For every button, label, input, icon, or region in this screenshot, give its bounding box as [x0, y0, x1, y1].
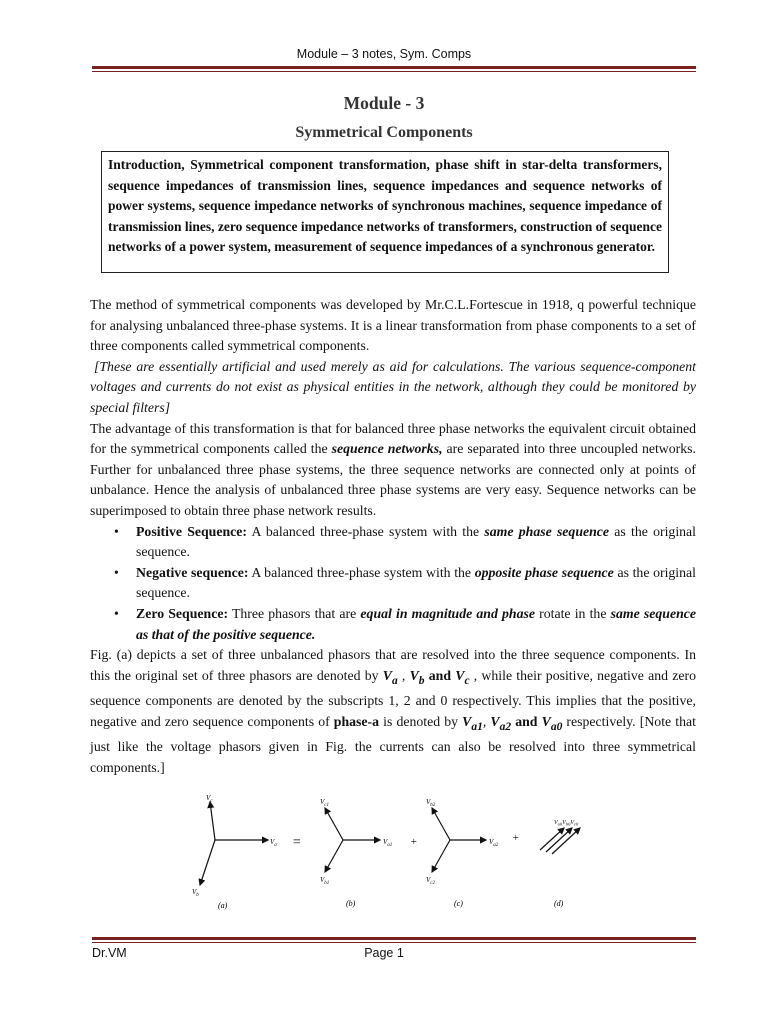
- list-item-negative: • Negative sequence: A balanced three-phase system with the opposite phase sequence as the original sequence.: [136, 563, 696, 604]
- svg-text:Vc1: $V_{c1}$: [320, 798, 330, 808]
- body-text: [90, 295, 696, 778]
- svg-text:Vc: $V_c$: [206, 794, 213, 804]
- svg-text:Va2: $V_{a2}$: [489, 838, 499, 848]
- header-rule-thin: [92, 71, 696, 72]
- page-number: Page 1: [364, 946, 404, 960]
- svg-text:=: =: [292, 835, 302, 850]
- svg-text:Vb: $V_b$: [192, 888, 199, 898]
- phasor-set-a: [200, 802, 268, 885]
- sequence-list: [90, 522, 696, 646]
- phasor-set-c: [432, 808, 486, 872]
- svg-text:Va0Vb0Vc0: $V_{a0}V_{b0}V_{c0}$: [554, 820, 579, 827]
- paragraph-figure-description: Fig. (a) depicts a set of three unbalanced phasors that are resolved into the three sequence components. In this the original set of three phasors are denoted by $V_a$ , $V_b$ and $V_c$ , while their positive, negative and zero sequence components are denoted by the subscripts 1, 2 and 0 respectively. This implies that the positive, negative and zero sequence components of phase-a is denoted by $V_{a1}$, $V_{a2}$ and $V_{a0}$ respectively. [Note that just like the voltage phasors given in Fig. the currents can also be resolved into three symmetrical components.]: [90, 647, 696, 775]
- header-rule: [92, 66, 696, 69]
- svg-text:Va1: $V_{a1}$: [383, 838, 393, 848]
- svg-text:+: +: [512, 832, 520, 844]
- svg-text:(d): (d): [554, 899, 564, 908]
- svg-text:Vb2: $V_{b2}$: [426, 798, 436, 808]
- svg-text:Vb1: $V_{b1}$: [320, 876, 330, 886]
- paragraph-intro: The method of symmetrical components was developed by Mr.C.L.Fortescue in 1918, q powerful technique for analysing unbalanced three-phase systems. It is a linear transformation from phase components to a set of three components called symmetrical components.: [90, 297, 696, 354]
- svg-text:(c): (c): [454, 899, 463, 908]
- svg-text:Vc2: $V_{c2}$: [426, 876, 436, 886]
- page-subtitle: Symmetrical Components: [295, 124, 473, 141]
- phasor-set-d: [540, 828, 580, 854]
- svg-text:(a): (a): [218, 901, 228, 910]
- list-item-positive: • Positive Sequence: A balanced three-phase system with the same phase sequence as the original sequence.: [136, 522, 696, 563]
- footer-author: Dr.VM: [92, 946, 127, 960]
- svg-text:+: +: [410, 836, 418, 848]
- svg-text:Va: $V_a$: [270, 838, 277, 848]
- paragraph-advantage: The advantage of this transformation is that for balanced three phase networks the equivalent circuit obtained for the symmetrical components called the sequence networks, are separated into three uncoupled networks. Further for unbalanced three phase systems, the three sequence networks are connected only at points of unbalance. Hence the analysis of unbalanced three phase systems are very easy. Sequence networks can be superimposed to obtain three phase network results.: [90, 420, 696, 518]
- footer-rule-thin: [92, 942, 696, 943]
- phasor-set-b: [325, 808, 380, 872]
- paragraph-note: [These are essentially artificial and used merely as aid for calculations. The various sequence-component voltages and currents do not exist as physical entities in the network, although they could be monitored by special filters]: [90, 358, 696, 415]
- phasor-figure: [180, 788, 620, 918]
- list-item-zero: • Zero Sequence: Three phasors that are equal in magnitude and phase rotate in the same sequence as that of the positive sequence.: [136, 604, 696, 645]
- svg-text:(b): (b): [346, 899, 356, 908]
- page-title: Module - 3: [343, 93, 425, 113]
- syllabus-box: Introduction, Symmetrical component transformation, phase shift in star-delta transformers, sequence impedances of transmission lines, sequence impedances and sequence networks of power systems, sequence impedance networks of synchronous machines, sequence impedance of transmission lines, zero sequence impedance networks of transformers, construction of sequence networks of a power system, measurement of sequence impedances of a synchronous generator.: [101, 151, 669, 273]
- footer-rule: [92, 937, 696, 940]
- page-header: Module – 3 notes, Sym. Comps: [296, 47, 472, 61]
